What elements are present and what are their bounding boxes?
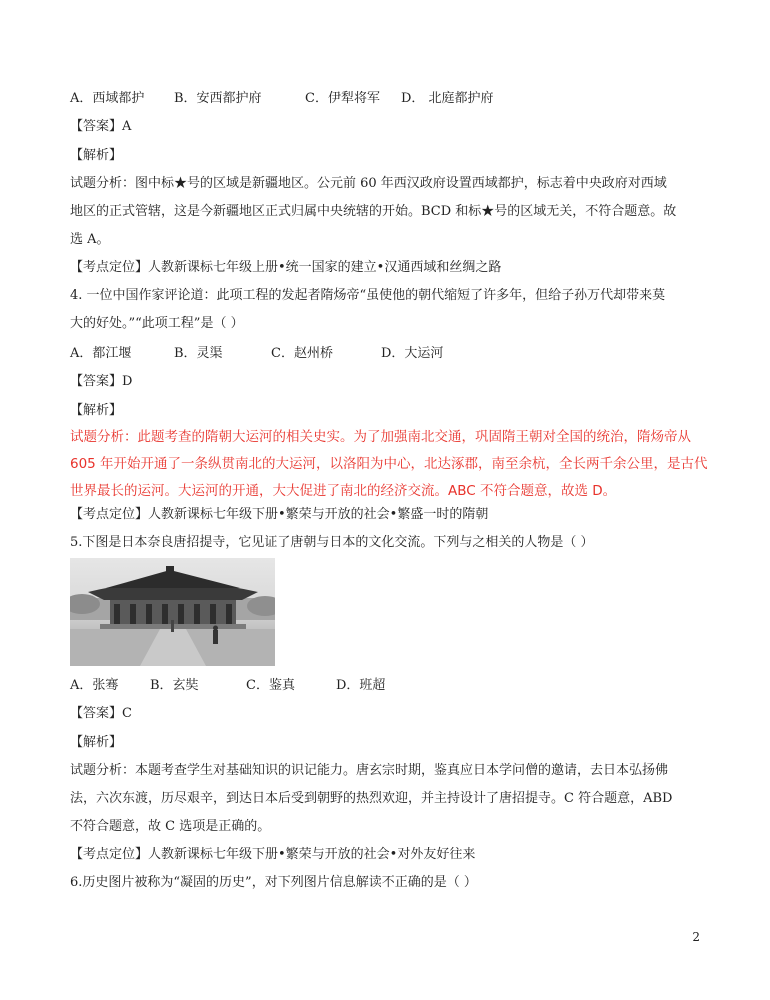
q3-option-d: D． 北庭都护府 bbox=[401, 91, 494, 106]
q3-analysis-line-3: 选 A。 bbox=[70, 232, 110, 247]
q3-option-c: C．伊犁将军 bbox=[305, 91, 380, 106]
q3-kaodian: 【考点定位】人教新课标七年级上册•统一国家的建立•汉通西域和丝绸之路 bbox=[70, 260, 502, 275]
q5-option-b: B．玄奘 bbox=[150, 678, 199, 693]
q5-analysis-line-3: 不符合题意，故 C 选项是正确的。 bbox=[70, 819, 271, 834]
q4-option-d: D．大运河 bbox=[381, 346, 444, 361]
q4-analysis-line-3: 世界最长的运河。大运河的开通，大大促进了南北的经济交流。ABC 不符合题意，故选 D。 bbox=[70, 483, 617, 499]
q4-option-b: B．灵渠 bbox=[174, 346, 223, 361]
q4-analysis-line-2: 605 年开始开通了一条纵贯南北的大运河，以洛阳为中心，北达涿郡，南至余杭，全长两千余公里，是古代 bbox=[70, 456, 708, 472]
q5-analysis-line-1: 试题分析：本题考查学生对基础知识的识记能力。唐玄宗时期，鉴真应日本学问僧的邀请，去日本弘扬佛 bbox=[70, 763, 669, 778]
temple-illustration bbox=[70, 558, 275, 666]
q5-option-a: A．张骞 bbox=[70, 678, 119, 693]
q6-question: 6.历史图片被称为“凝固的历史”，对下列图片信息解读不正确的是（ ） bbox=[70, 875, 477, 890]
q3-option-b: B．安西都护府 bbox=[174, 91, 262, 106]
q4-options bbox=[70, 345, 443, 363]
q5-kaodian: 【考点定位】人教新课标七年级下册•繁荣与开放的社会•对外友好往来 bbox=[70, 847, 476, 862]
q5-analysis-label: 【解析】 bbox=[70, 735, 123, 750]
q4-kaodian: 【考点定位】人教新课标七年级下册•繁荣与开放的社会•繁盛一时的隋朝 bbox=[70, 507, 489, 522]
q3-options bbox=[70, 90, 494, 108]
q4-analysis-label: 【解析】 bbox=[70, 403, 123, 418]
q3-option-a: A．西域都护 bbox=[70, 91, 145, 106]
q5-analysis-line-2: 法，六次东渡，历尽艰辛，到达日本后受到朝野的热烈欢迎，并主持设计了唐招提寺。C 符合题意，ABD bbox=[70, 791, 673, 806]
q5-option-d: D．班超 bbox=[336, 678, 386, 693]
q5-option-c: C．鉴真 bbox=[246, 678, 295, 693]
toshodaiji-temple-photo bbox=[70, 558, 275, 666]
q3-analysis-label: 【解析】 bbox=[70, 148, 123, 163]
q4-option-a: A．都江堰 bbox=[70, 346, 132, 361]
q4-analysis-line-1: 试题分析：此题考查的隋朝大运河的相关史实。为了加强南北交通，巩固隋王朝对全国的统治，隋炀帝从 bbox=[70, 429, 691, 445]
q4-question-line-2: 大的好处。”“此项工程”是（ ） bbox=[70, 316, 244, 331]
q3-analysis-line-2: 地区的正式管辖，这是今新疆地区正式归属中央统辖的开始。BCD 和标★号的区域无关，不符合题意。故 bbox=[70, 204, 677, 219]
q4-option-c: C．赵州桥 bbox=[271, 346, 333, 361]
q5-options bbox=[70, 677, 385, 695]
page-number: 2 bbox=[692, 930, 700, 944]
q5-question: 5.下图是日本奈良唐招提寺，它见证了唐朝与日本的文化交流。下列与之相关的人物是（ ） bbox=[70, 535, 594, 550]
q5-answer: 【答案】C bbox=[70, 706, 132, 721]
q3-answer: 【答案】A bbox=[70, 119, 132, 134]
q4-answer: 【答案】D bbox=[70, 374, 133, 389]
q3-analysis-line-1: 试题分析：图中标★号的区域是新疆地区。公元前 60 年西汉政府设置西域都护，标志着中央政府对西域 bbox=[70, 176, 667, 191]
q4-question-line-1: 4. 一位中国作家评论道：此项工程的发起者隋炀帝“虽使他的朝代缩短了许多年，但给子孙万代却带来莫 bbox=[70, 288, 666, 303]
